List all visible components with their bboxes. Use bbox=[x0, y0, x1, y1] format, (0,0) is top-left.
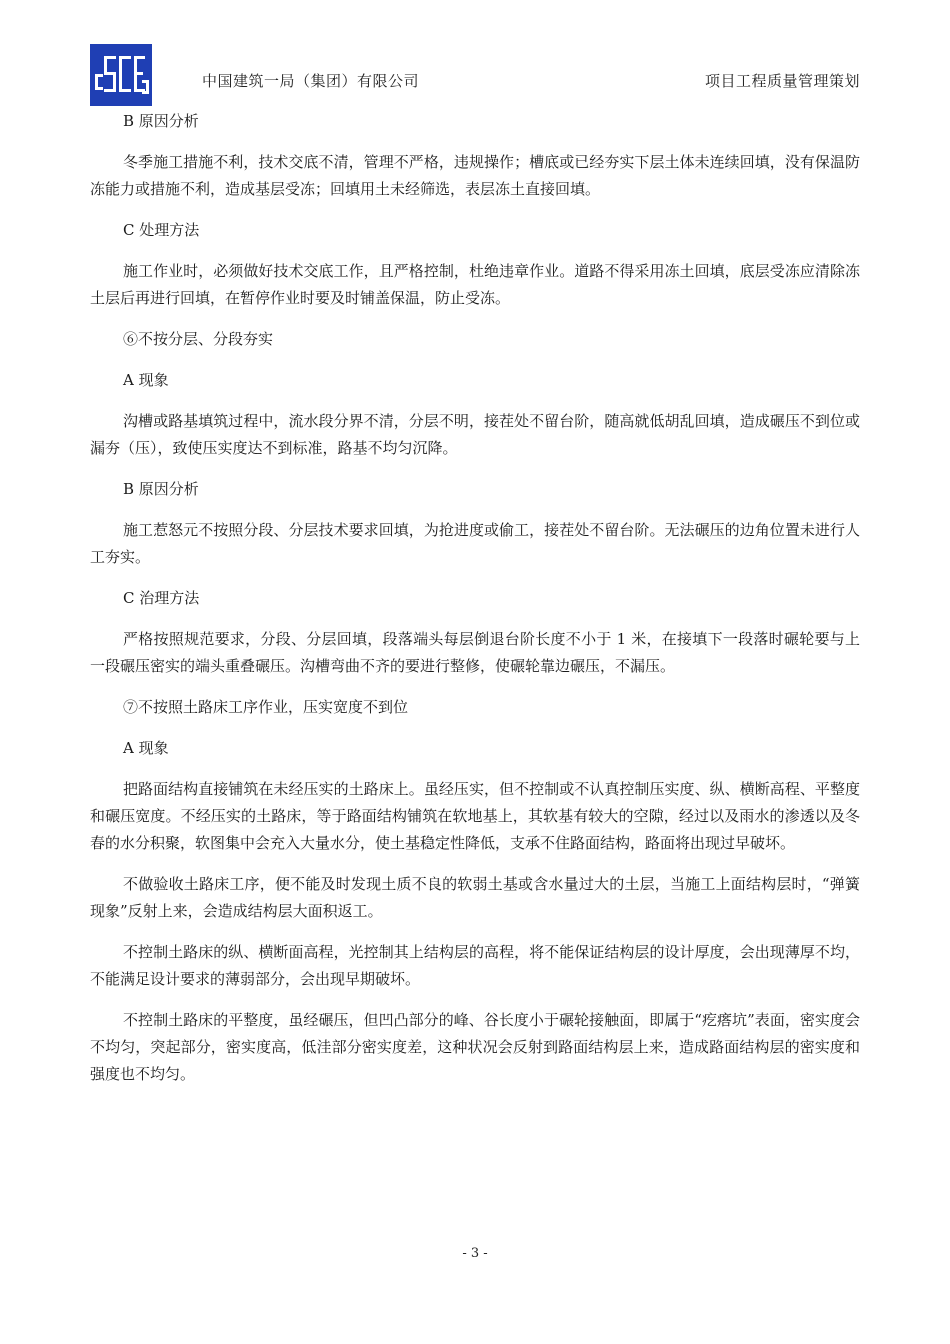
section-heading-7: ⑦不按照土路床工序作业，压实宽度不到位 bbox=[123, 698, 409, 716]
body-paragraph: 沟槽或路基填筑过程中，流水段分界不清，分层不明，接茬处不留台阶，随高就低胡乱回填，造成碾压不到位或漏夯（压），致使压实度达不到标准，路基不均匀沉降。 bbox=[90, 412, 860, 457]
cscec-logo-icon bbox=[90, 44, 152, 106]
body-paragraph: 不控制土路床的平整度，虽经碾压，但凹凸部分的峰、谷长度小于碾轮接触面，即属于“疙瘩坑”表面，密实度会不均匀，突起部分，密实度高，低洼部分密实度差，这种状况会反射到路面结构层上来，造成路面结构层的密实度和强度也不均匀。 bbox=[90, 1011, 860, 1083]
section-heading-6: ⑥不按分层、分段夯实 bbox=[123, 330, 274, 348]
subheading-phenomenon: A 现象 bbox=[123, 739, 169, 757]
page-number: - 3 - bbox=[462, 1246, 488, 1261]
document-body bbox=[90, 108, 860, 1088]
page-header bbox=[90, 44, 860, 106]
document-title: 项目工程质量管理策划 bbox=[704, 72, 860, 90]
body-paragraph: 把路面结构直接铺筑在未经压实的土路床上。虽经压实，但不控制或不认真控制压实度、纵、横断高程、平整度和碾压宽度。不经压实的土路床，等于路面结构铺筑在软地基上，其软基有较大的空隙，经过以及雨水的渗透以及冬春的水分积聚，软图集中会充入大量水分，使土基稳定性降低，支承不住路面结构，路面将出现过早破坏。 bbox=[90, 780, 860, 852]
body-paragraph: 施工作业时，必须做好技术交底工作，且严格控制，杜绝违章作业。道路不得采用冻土回填，底层受冻应清除冻土层后再进行回填，在暂停作业时要及时铺盖保温，防止受冻。 bbox=[90, 262, 860, 307]
subheading-cause-analysis: B 原因分析 bbox=[123, 112, 199, 130]
body-paragraph: 不做验收土路床工序，便不能及时发现土质不良的软弱土基或含水量过大的土层，当施工上面结构层时，“弹簧现象”反射上来，会造成结构层大面积返工。 bbox=[90, 875, 860, 920]
body-paragraph: 不控制土路床的纵、横断面高程，光控制其上结构层的高程，将不能保证结构层的设计厚度，会出现薄厚不均，不能满足设计要求的薄弱部分，会出现早期破坏。 bbox=[90, 943, 860, 988]
subheading-remedy: C 治理方法 bbox=[123, 589, 200, 607]
body-paragraph: 冬季施工措施不利，技术交底不清，管理不严格，违规操作；槽底或已经夯实下层土体未连续回填，没有保温防冻能力或措施不利，造成基层受冻；回填用土未经筛选，表层冻土直接回填。 bbox=[90, 153, 860, 198]
company-name: 中国建筑一局（集团）有限公司 bbox=[202, 72, 420, 90]
subheading-phenomenon: A 现象 bbox=[123, 371, 169, 389]
subheading-treatment: C 处理方法 bbox=[123, 221, 200, 239]
subheading-cause-analysis: B 原因分析 bbox=[123, 480, 199, 498]
body-paragraph: 施工惹怒元不按照分段、分层技术要求回填，为抢进度或偷工，接茬处不留台阶。无法碾压的边角位置未进行人工夯实。 bbox=[90, 521, 860, 566]
body-paragraph: 严格按照规范要求，分段、分层回填，段落端头每层倒退台阶长度不小于 1 米，在接填下一段落时碾轮要与上一段碾压密实的端头重叠碾压。沟槽弯曲不齐的要进行整修，使碾轮靠边碾压，不漏压。 bbox=[90, 630, 860, 675]
